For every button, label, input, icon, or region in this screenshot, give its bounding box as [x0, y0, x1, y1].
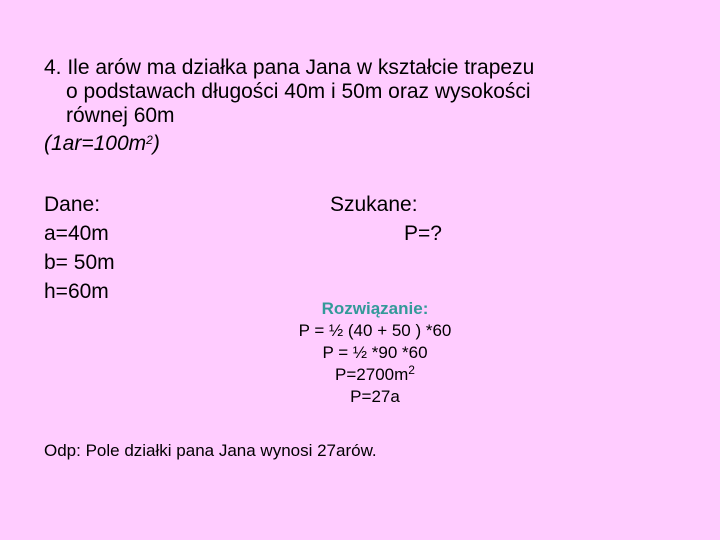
solution-step-3-exponent: 2: [408, 363, 415, 377]
unit-conversion: [44, 132, 684, 156]
solution-step-4: P=27a: [350, 387, 400, 406]
given-a: a=40m: [44, 222, 109, 245]
sought-heading: Szukane:: [330, 193, 418, 216]
solution-step-3: [230, 364, 520, 386]
solution-step-3-base: P=2700m: [335, 365, 409, 384]
solution: [230, 298, 520, 408]
given-h: h=60m: [44, 280, 109, 303]
problem-line-2: o podstawach długości 40m i 50m oraz wysokości: [66, 80, 531, 103]
solution-heading: Rozwiązanie:: [321, 299, 429, 318]
problem-statement: [44, 56, 684, 156]
unit-conversion-base: (1ar=100m: [44, 132, 147, 155]
unit-conversion-close: ): [152, 132, 160, 155]
given-heading: Dane:: [44, 193, 101, 216]
problem-line-3: równej 60m: [66, 104, 175, 127]
problem-line-1: 4. Ile arów ma działka pana Jana w kształcie trapezu: [44, 56, 535, 79]
solution-step-2: P = ½ *90 *60: [322, 343, 428, 362]
sought-value: P=?: [404, 222, 442, 245]
sought-data: [330, 190, 442, 248]
answer: Odp: Pole działki pana Jana wynosi 27arów.: [44, 441, 377, 460]
solution-step-1: P = ½ (40 + 50 ) *60: [298, 321, 452, 340]
given-b: b= 50m: [44, 251, 115, 274]
given-data: [44, 190, 115, 306]
unit-conversion-exponent: 2: [146, 133, 153, 147]
